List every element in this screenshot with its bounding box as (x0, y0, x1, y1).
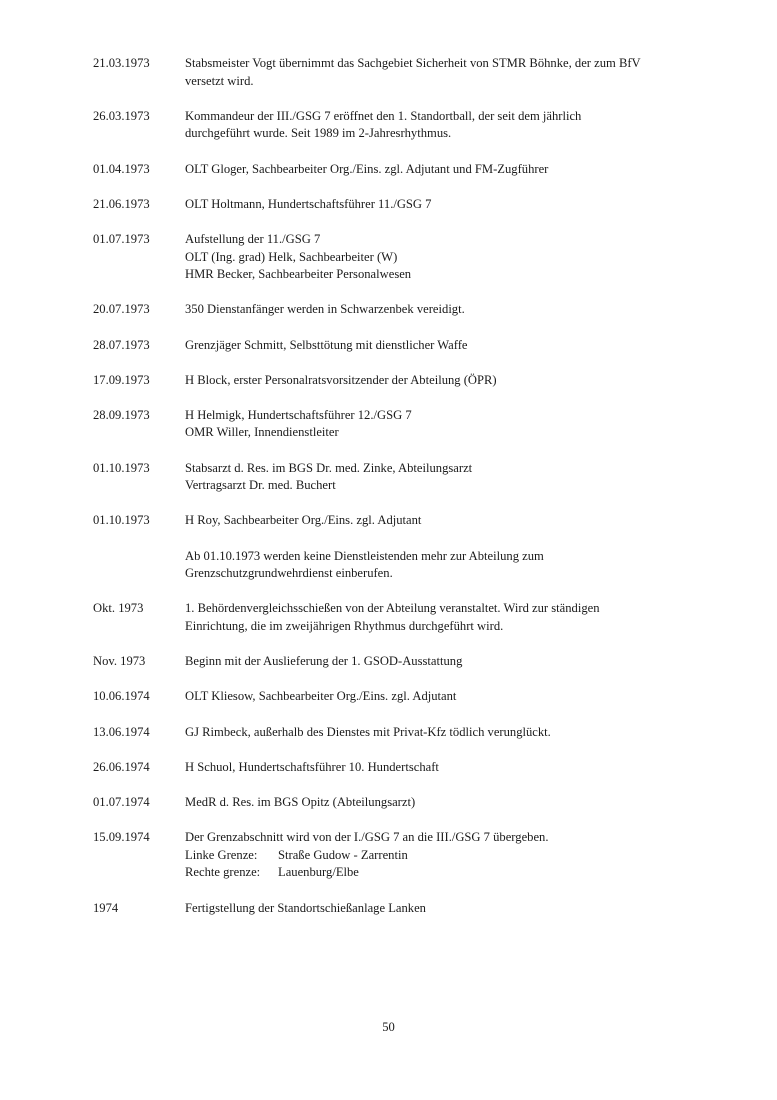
chronology-entry (93, 55, 693, 90)
entry-text-line: OLT Gloger, Sachbearbeiter Org./Eins. zgl. Adjutant und FM-Zugführer (185, 161, 549, 176)
chronology-entry (93, 688, 693, 706)
entry-date: 01.04.1973 (93, 161, 150, 176)
entry-text-line: durchgeführt wurde. Seit 1989 im 2-Jahresrhythmus. (185, 126, 452, 141)
chronology-entry (93, 548, 693, 583)
entry-text-line: HMR Becker, Sachbearbeiter Personalwesen (185, 267, 412, 282)
chronology-entry (93, 724, 693, 742)
border-label: Rechte grenze: (185, 865, 261, 880)
entry-date: 1974 (93, 900, 119, 915)
chronology-entry (93, 161, 693, 179)
entry-text-line: Der Grenzabschnitt wird von der I./GSG 7 an die III./GSG 7 übergeben. (185, 830, 549, 845)
chronology-entry (93, 196, 693, 214)
entry-text (185, 900, 693, 918)
entry-text-line: H Roy, Sachbearbeiter Org./Eins. zgl. Adjutant (185, 513, 422, 528)
entry-text (185, 724, 693, 742)
entry-text-line: GJ Rimbeck, außerhalb des Dienstes mit Privat-Kfz tödlich verunglückt. (185, 724, 551, 739)
border-line (185, 847, 693, 865)
entry-date (93, 548, 185, 583)
entry-date: 21.03.1973 (93, 56, 150, 70)
entry-date: 15.09.1974 (93, 830, 150, 845)
entry-date: 01.10.1973 (93, 513, 150, 528)
chronology-entry (93, 653, 693, 671)
entry-text-line: H Block, erster Personalratsvorsitzender der Abteilung (ÖPR) (185, 372, 497, 387)
entry-date: 17.09.1973 (93, 372, 150, 387)
entry-date: 01.10.1973 (93, 460, 150, 475)
chronology-entry (93, 512, 693, 530)
entry-text (185, 161, 693, 179)
entry-date: 01.07.1974 (93, 794, 150, 809)
entry-text (185, 407, 693, 442)
entry-text-line: 350 Dienstanfänger werden in Schwarzenbek vereidigt. (185, 302, 465, 317)
entry-text-line: MedR d. Res. im BGS Opitz (Abteilungsarzt) (185, 794, 416, 809)
entry-text (185, 55, 693, 90)
chronology-entry (93, 301, 693, 319)
entry-text-line: Grenzjäger Schmitt, Selbsttötung mit dienstlicher Waffe (185, 337, 468, 352)
chronology-entry (93, 407, 693, 442)
entry-text-line: Grenzschutzgrundwehrdienst einberufen. (185, 566, 393, 581)
entry-text (185, 548, 693, 583)
entry-text (185, 512, 693, 530)
border-value: Lauenburg/Elbe (278, 865, 359, 880)
entry-text (185, 794, 693, 812)
entry-date: 26.03.1973 (93, 108, 150, 123)
chronology-entry (93, 900, 693, 918)
entry-text-line: Aufstellung der 11./GSG 7 (185, 231, 321, 246)
chronology-entry (93, 372, 693, 390)
entry-text (185, 301, 693, 319)
entry-text (185, 372, 693, 390)
entry-text-line: OLT Holtmann, Hundertschaftsführer 11./GSG 7 (185, 196, 432, 211)
entry-date: 26.06.1974 (93, 759, 150, 774)
entry-text (185, 196, 693, 214)
entry-date: Nov. 1973 (93, 654, 146, 669)
border-value: Straße Gudow - Zarrentin (278, 847, 408, 862)
entry-text (185, 829, 693, 882)
entry-text-line: Einrichtung, die im zweijährigen Rhythmus durchgeführt wird. (185, 619, 504, 633)
entry-date: 20.07.1973 (93, 302, 150, 317)
entry-text-line: OMR Willer, Innendienstleiter (185, 425, 339, 440)
entry-text-line: Fertigstellung der Standortschießanlage Lanken (185, 900, 426, 915)
chronology-entry (93, 460, 693, 495)
entry-text-line: Vertragsarzt Dr. med. Buchert (185, 478, 336, 493)
entry-text-line: Stabsarzt d. Res. im BGS Dr. med. Zinke, Abteilungsarzt (185, 460, 473, 475)
border-label: Linke Grenze: (185, 847, 258, 862)
chronology-entry (93, 759, 693, 777)
entry-date: 10.06.1974 (93, 689, 150, 704)
entry-text (185, 688, 693, 706)
entry-text (185, 600, 693, 635)
entry-text-line: Beginn mit der Auslieferung der 1. GSOD-Ausstattung (185, 654, 463, 669)
chronology-entry (93, 231, 693, 284)
entry-text-line: H Schuol, Hundertschaftsführer 10. Hundertschaft (185, 759, 439, 774)
entry-text-line: Ab 01.10.1973 werden keine Dienstleistenden mehr zur Abteilung zum (185, 548, 544, 563)
entry-date: 13.06.1974 (93, 724, 150, 739)
chronology-entry (93, 829, 693, 882)
entry-text (185, 337, 693, 355)
entry-text (185, 653, 693, 671)
border-line (185, 864, 693, 882)
entry-date: Okt. 1973 (93, 601, 144, 616)
entry-text-line: 1. Behördenvergleichsschießen von der Abteilung veranstaltet. Wird zur ständigen (185, 601, 600, 616)
entry-date: 28.09.1973 (93, 407, 150, 422)
entry-text-line: OLT Kliesow, Sachbearbeiter Org./Eins. zgl. Adjutant (185, 689, 457, 704)
chronology-entry (93, 108, 693, 143)
page-number: 50 (382, 1020, 395, 1034)
entry-text-line: OLT (Ing. grad) Helk, Sachbearbeiter (W) (185, 249, 398, 264)
entry-text (185, 231, 693, 284)
chronology-entry (93, 794, 693, 812)
entry-text-line: Kommandeur der III./GSG 7 eröffnet den 1. Standortball, der seit dem jährlich (185, 108, 582, 123)
entry-text (185, 759, 693, 777)
entry-date: 01.07.1973 (93, 231, 150, 246)
entry-text-line: H Helmigk, Hundertschaftsführer 12./GSG 7 (185, 407, 412, 422)
entry-date: 28.07.1973 (93, 337, 150, 352)
entry-text (185, 460, 693, 495)
entry-text (185, 108, 693, 143)
entry-text-line: versetzt wird. (185, 73, 254, 88)
chronology-entry (93, 600, 693, 635)
chronology-list (93, 55, 693, 935)
entry-text-line: Stabsmeister Vogt übernimmt das Sachgebiet Sicherheit von STMR Böhnke, der zum BfV (185, 56, 641, 70)
chronology-entry (93, 337, 693, 355)
entry-date: 21.06.1973 (93, 196, 150, 211)
